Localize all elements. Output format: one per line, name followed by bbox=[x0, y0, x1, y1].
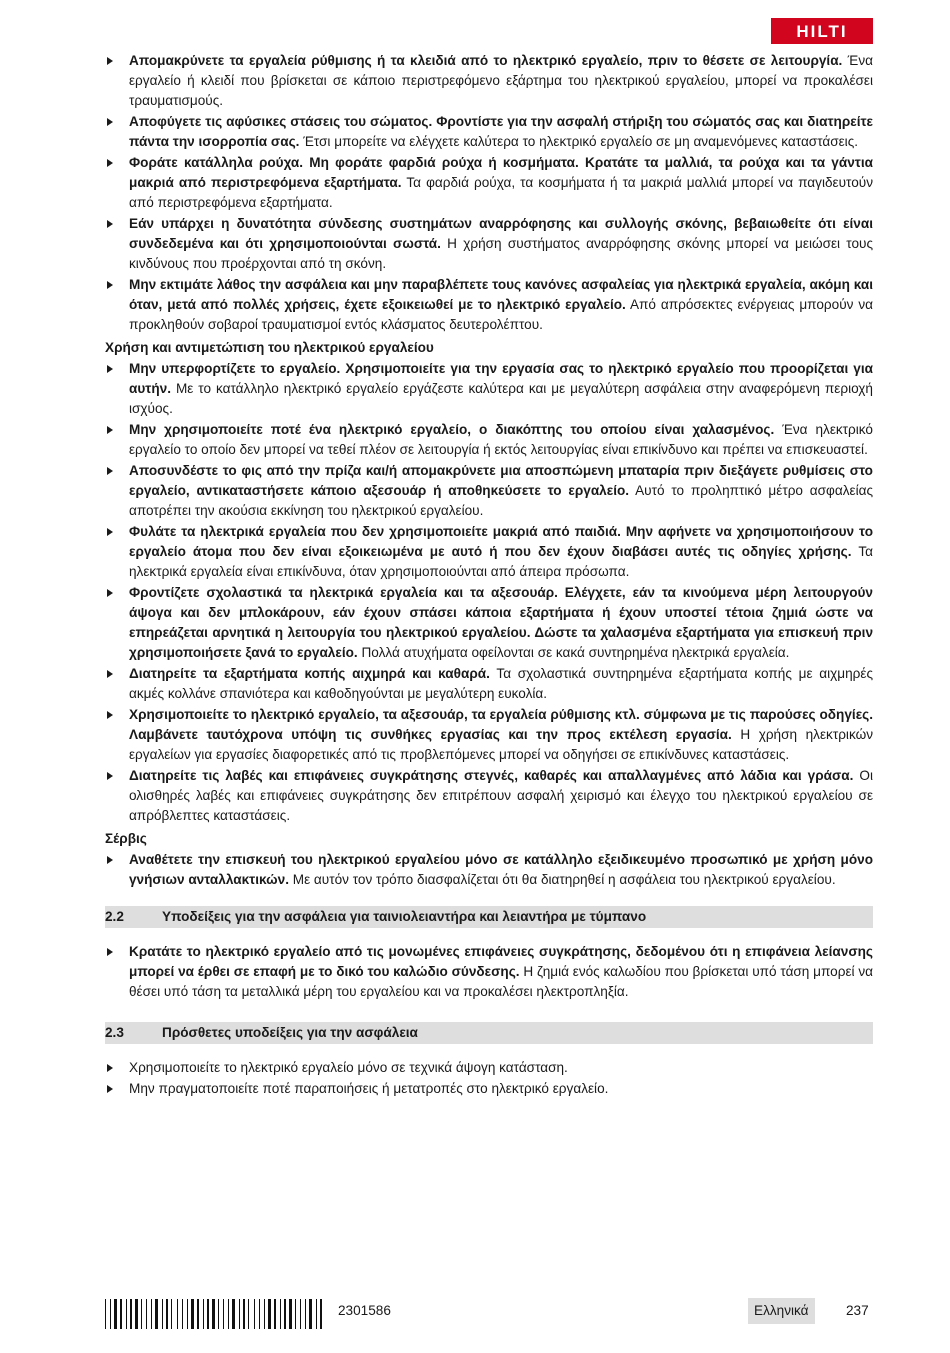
section-title: Πρόσθετες υποδείξεις για την ασφάλεια bbox=[162, 1025, 418, 1040]
barcode-bar bbox=[166, 1299, 168, 1329]
barcode-bar bbox=[223, 1299, 224, 1329]
barcode-bar bbox=[187, 1299, 188, 1329]
bullet-text: Τα ηλεκτρικά εργαλεία είναι επικίνδυνα, όταν χρησιμοποιούνται από άπειρα πρόσωπα. bbox=[129, 544, 873, 579]
bullet-text: Έτσι μπορείτε να ελέγχετε καλύτερα το ηλεκτρικό εργαλείο σε μη αναμενόμενες καταστάσεις. bbox=[299, 134, 859, 149]
language-label: Ελληνικά bbox=[748, 1298, 815, 1324]
bullet-item bbox=[105, 214, 873, 274]
bullet-item bbox=[105, 583, 873, 663]
bullet-item bbox=[105, 522, 873, 582]
barcode-bar bbox=[110, 1299, 111, 1329]
barcode-bar bbox=[309, 1299, 312, 1329]
barcode-bar bbox=[243, 1299, 245, 1329]
barcode-bar bbox=[232, 1299, 235, 1329]
bullet-text: Με το κατάλληλο ηλεκτρικό εργαλείο εργάζεστε καλύτερα και με μεγαλύτερη ασφάλεια στην αναφερόμενη περιοχή ισχύος. bbox=[129, 381, 873, 416]
bullet-bold-text: Χρησιμοποιείτε το ηλεκτρικό εργαλείο, τα αξεσουάρ, τα εργαλεία ρύθμισης κτλ. σύμφωνα με τις παρούσες οδηγίες. Λαμβάνετε ταυτόχρονα υπόψη τις συνθήκες εργασίας και την προς εκτέλεση εργασία. bbox=[129, 707, 873, 742]
bullet-text: Η χρήση ηλεκτρικών εργαλείων για εργασίες διαφορετικές από τις προβλεπόμενες μπορεί να οδηγήσει σε επικίνδυνες καταστάσεις. bbox=[129, 727, 873, 762]
barcode-bar bbox=[155, 1299, 158, 1329]
barcode-bar bbox=[228, 1299, 229, 1329]
bullet-bold-text: Διατηρείτε τις λαβές και επιφάνειες συγκράτησης στεγνές, καθαρές και απαλλαγμένες από λάδια και γράσα. bbox=[129, 768, 854, 783]
barcode-bar bbox=[105, 1299, 106, 1329]
bullet-item bbox=[105, 850, 873, 890]
barcode-bar bbox=[126, 1299, 127, 1329]
bullet-text: Αυτό το προληπτικό μέτρο ασφαλείας αποτρέπει την ακούσια εκκίνηση του ηλεκτρικού εργαλείου. bbox=[129, 483, 874, 518]
bullet-text: Πολλά ατυχήματα οφείλονται σε κακά συντηρημένα ηλεκτρικά εργαλεία. bbox=[357, 645, 790, 660]
bullet-list-service bbox=[105, 850, 873, 890]
bullet-text: Τα σχολαστικά συντηρημένα εξαρτήματα κοπής με αιχμηρές ακμές κολλάνε σπανιότερα και καθοδηγούνται με μεγαλύτερη ευκολία. bbox=[129, 666, 873, 701]
bullet-bold-text: Φροντίζετε σχολαστικά τα ηλεκτρικά εργαλεία και τα αξεσουάρ. Ελέγχετε, εάν τα κινούμενα μέρη λειτουργούν άψογα και δεν μπλοκάρουν, εάν έχουν σπάσει κάποια εξαρτήματα ή έχουν υποστεί τέτοια ζημιά ώστε να επηρεάζεται αρνητικά η λειτουργία του ηλεκτρικού εργαλείου. Δώστε τα χαλασμένα εξαρτήματα για επισκευή πριν χρησιμοποιήσετε ξανά το εργαλείο. bbox=[129, 585, 873, 660]
barcode-bar bbox=[203, 1299, 204, 1329]
bullet-text: Τα φαρδιά ρούχα, τα κοσμήματα ή τα μακριά μαλλιά μπορεί να παγιδευτούν από περιστρεφόμενα εξαρτήματα. bbox=[129, 175, 874, 210]
barcode-bar bbox=[274, 1299, 276, 1329]
bullet-item bbox=[105, 1079, 873, 1099]
svg-text:HILTI: HILTI bbox=[796, 22, 848, 41]
barcode-bar bbox=[162, 1299, 163, 1329]
barcode-bar bbox=[212, 1299, 215, 1329]
section-number: 2.2 bbox=[105, 909, 124, 924]
barcode-bar bbox=[197, 1299, 199, 1329]
subhead-tool-use: Χρήση και αντιμετώπιση του ηλεκτρικού εργαλείου bbox=[105, 340, 434, 355]
barcode-bar bbox=[146, 1299, 147, 1329]
bullet-text: Η χρήση συστήματος αναρρόφησης σκόνης μπορεί να μειώσει τους κινδύνους που προέρχονται από τη σκόνη. bbox=[129, 236, 874, 271]
barcode-bar bbox=[259, 1299, 260, 1329]
barcode-bar bbox=[280, 1299, 281, 1329]
bullet-bold-text: Φυλάτε τα ηλεκτρικά εργαλεία που δεν χρησιμοποιείτε μακριά από παιδιά. Μην αφήνετε να χρησιμοποιήσουν το εργαλείο άτομα που δεν είναι εξοικειωμένα με αυτό ή που δεν έχουν διαβάσει αυτές τις οδηγίες χρήσης. bbox=[129, 524, 873, 559]
barcode-bar bbox=[305, 1299, 306, 1329]
barcode-bar bbox=[218, 1299, 219, 1329]
bullet-item bbox=[105, 153, 873, 213]
bullet-item bbox=[105, 112, 873, 152]
bullet-item bbox=[105, 1058, 873, 1078]
section-2-3-heading bbox=[105, 1022, 873, 1044]
bullet-bold-text: Εάν υπάρχει η δυνατότητα σύνδεσης συστημάτων αναρρόφησης και συλλογής σκόνης, βεβαιωθείτε ότι είναι συνδεδεμένα και ότι χρησιμοποιούνται σωστά. bbox=[129, 216, 873, 251]
bullet-item bbox=[105, 359, 873, 419]
document-number: 2301586 bbox=[338, 1303, 391, 1318]
barcode-bar bbox=[151, 1299, 152, 1329]
page-number: 237 bbox=[846, 1303, 869, 1318]
barcode-bar bbox=[316, 1299, 317, 1329]
barcode-bar bbox=[320, 1299, 322, 1329]
bullet-bold-text: Διατηρείτε τα εξαρτήματα κοπής αιχμηρά και καθαρά. bbox=[129, 666, 490, 681]
barcode-bar bbox=[141, 1299, 142, 1329]
barcode-bar bbox=[300, 1299, 301, 1329]
barcode-bar bbox=[239, 1299, 240, 1329]
barcode-bar bbox=[254, 1299, 255, 1329]
bullet-text: Η ζημιά ενός καλωδίου που βρίσκεται υπό τάση μπορεί να θέσει υπό τάση τα μεταλλικά μέρη του εργαλείου και να προκαλέσει ηλεκτροπληξία. bbox=[129, 964, 873, 999]
barcode-bar bbox=[120, 1299, 122, 1329]
barcode-bar bbox=[264, 1299, 265, 1329]
bullet-item bbox=[105, 51, 873, 111]
section-title: Υποδείξεις για την ασφάλεια για ταινιολειαντήρα και λειαντήρα με τύμπανο bbox=[162, 909, 647, 924]
barcode-bar bbox=[284, 1299, 286, 1329]
section-2-2-heading bbox=[105, 906, 873, 928]
barcode-bar bbox=[295, 1299, 296, 1329]
subhead-service: Σέρβις bbox=[105, 831, 147, 846]
bullet-text: Με αυτόν τον τρόπο διασφαλίζεται ότι θα διατηρηθεί η ασφάλεια του ηλεκτρικού εργαλείου. bbox=[288, 872, 836, 887]
bullet-bold-text: Αναθέτετε την επισκευή του ηλεκτρικού εργαλείου μόνο σε κατάλληλο εξειδικευμένο προσωπικό με χρήση μόνο γνήσιων ανταλλακτικών. bbox=[129, 852, 873, 887]
barcode-bar bbox=[171, 1299, 172, 1329]
barcode-bar bbox=[289, 1299, 292, 1329]
bullet-item bbox=[105, 420, 873, 460]
bullet-list-general bbox=[105, 51, 873, 335]
bullet-text: Από απρόσεκτες ενέργειας μπορούν να προκληθούν σοβαροί τραυματισμοί εντός κλάσματος δευτερολέπτου. bbox=[129, 297, 873, 332]
bullet-bold-text: Μην υπερφορτίζετε το εργαλείο. Χρησιμοποιείτε για την εργασία σας το ηλεκτρικό εργαλείο που προορίζεται για αυτήν. bbox=[129, 361, 873, 396]
barcode-bar bbox=[114, 1299, 117, 1329]
barcode-bar bbox=[207, 1299, 209, 1329]
barcode-bar bbox=[268, 1299, 271, 1329]
barcode-bar bbox=[248, 1299, 249, 1329]
bullet-item bbox=[105, 664, 873, 704]
bullet-bold-text: Αποσυνδέστε το φις από την πρίζα και/ή απομακρύνετε μια αποσπώμενη μπαταρία πριν διεξάγετε ρυθμίσεις στο εργαλείο, αντικαταστήσετε κάποιο αξεσουάρ ή αποθηκεύσετε το εργαλείο. bbox=[129, 463, 873, 498]
barcode-bar bbox=[135, 1299, 138, 1329]
hilti-logo bbox=[771, 18, 873, 44]
page-content bbox=[105, 51, 873, 1100]
bullet-bold-text: Απομακρύνετε τα εργαλεία ρύθμισης ή τα κλειδιά από το ηλεκτρικό εργαλείο, πριν το θέσετε σε λειτουργία. bbox=[129, 53, 843, 68]
bullet-item bbox=[105, 942, 873, 1002]
bullet-list-additional bbox=[105, 1058, 873, 1099]
bullet-list-tool-use bbox=[105, 359, 873, 826]
bullet-bold-text: Μην εκτιμάτε λάθος την ασφάλεια και μην παραβλέπετε τους κανόνες ασφαλείας για ηλεκτρικά εργαλεία, ακόμη και όταν, μετά από πολλές χρήσεις, έχετε εξοικειωθεί με το ηλεκτρικό εργαλείο. bbox=[129, 277, 873, 312]
bullet-bold-text: Φοράτε κατάλληλα ρούχα. Μη φοράτε φαρδιά ρούχα ή κοσμήματα. Κρατάτε τα μαλλιά, τα ρούχα και τα γάντια μακριά από περιστρεφόμενα εξαρτήματα. bbox=[129, 155, 873, 190]
barcode-bar bbox=[191, 1299, 194, 1329]
barcode-bar bbox=[177, 1299, 178, 1329]
bullet-text: Μην πραγματοποιείτε ποτέ παραποιήσεις ή μετατροπές στο ηλεκτρικό εργαλείο. bbox=[129, 1081, 609, 1096]
bullet-text: Οι ολισθηρές λαβές και επιφάνειες συγκράτησης δεν επιτρέπουν ασφαλή χειρισμό και έλεγχο του ηλεκτρικού εργαλείου σε απρόβλεπτες καταστάσεις. bbox=[129, 768, 874, 823]
barcode bbox=[105, 1299, 325, 1329]
bullet-bold-text: Αποφύγετε τις αφύσικες στάσεις του σώματος. Φροντίστε για την ασφαλή στήριξη του σώματός σας και διατηρείτε πάντα την ισορροπία σας. bbox=[129, 114, 873, 149]
bullet-bold-text: Κρατάτε το ηλεκτρικό εργαλείο από τις μονωμένες επιφάνειες συγκράτησης, δεδομένου ότι η επιφάνεια λείανσης μπορεί να έρθει σε επαφή με το δικό του καλώδιο σύνδεσης. bbox=[129, 944, 873, 979]
bullet-bold-text: Μην χρησιμοποιείτε ποτέ ένα ηλεκτρικό εργαλείο, ο διακόπτης του οποίου είναι χαλασμένος. bbox=[129, 422, 775, 437]
section-number: 2.3 bbox=[105, 1025, 124, 1040]
bullet-text: Ένα εργαλείο ή κλειδί που βρίσκεται σε κάποιο περιστρεφόμενο εξάρτημα του ηλεκτρικού εργαλείου, μπορεί να προκαλέσει τραυματισμούς. bbox=[129, 53, 873, 108]
bullet-text: Ένα ηλεκτρικό εργαλείο το οποίο δεν μπορεί να τεθεί πλέον σε λειτουργία ή εκτός λειτουργίας είναι επικίνδυνο και πρέπει να επισκευαστεί. bbox=[129, 422, 873, 457]
bullet-list-sander bbox=[105, 942, 873, 1002]
bullet-item bbox=[105, 705, 873, 765]
bullet-text: Χρησιμοποιείτε το ηλεκτρικό εργαλείο μόνο σε τεχνικά άψογη κατάσταση. bbox=[129, 1060, 568, 1075]
bullet-item bbox=[105, 766, 873, 826]
bullet-item bbox=[105, 275, 873, 335]
barcode-bar bbox=[182, 1299, 183, 1329]
bullet-item bbox=[105, 461, 873, 521]
barcode-bar bbox=[130, 1299, 132, 1329]
